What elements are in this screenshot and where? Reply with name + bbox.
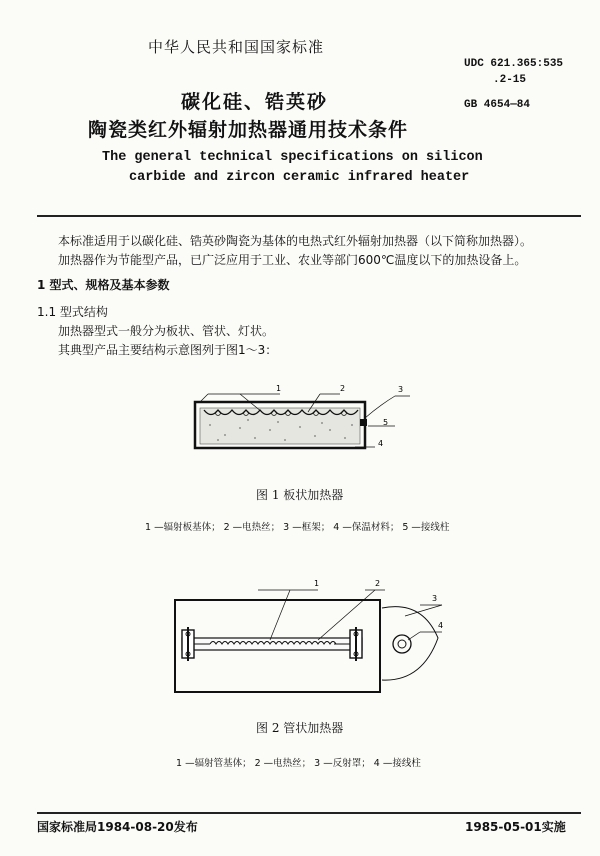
issue-date: 国家标准局1984-08-20发布 xyxy=(37,820,198,834)
title-cn-line1: 碳化硅、锆英砂 xyxy=(181,91,329,113)
type-paragraph: 加热器型式一般分为板状、管状、灯状。 xyxy=(58,324,275,338)
title-cn-line2: 陶瓷类红外辐射加热器通用技术条件 xyxy=(88,119,409,141)
title-en-line1: The general technical specifications on silicon xyxy=(102,150,483,165)
figure1-label-1: 1 xyxy=(276,384,282,393)
figure2-label-3: 3 xyxy=(432,594,438,603)
figure2-legend: 1 —辐射管基体； 2 —电热丝； 3 —反射罩； 4 —接线柱 xyxy=(176,758,421,769)
figure2-label-2: 2 xyxy=(375,579,381,588)
effective-date: 1985-05-01实施 xyxy=(465,820,566,834)
figure1-label-4: 4 xyxy=(378,439,384,448)
figure1-label-3: 3 xyxy=(398,385,404,394)
figure2-label-1: 1 xyxy=(314,579,320,588)
intro-paragraph-line2: 加热器作为节能型产品，已广泛应用于工业、农业等部门600℃温度以下的加热设备上。 xyxy=(58,253,527,267)
standard-org-heading: 中华人民共和国国家标准 xyxy=(148,38,325,56)
intro-paragraph-line1: 本标准适用于以碳化硅、锆英砂陶瓷为基体的电热式红外辐射加热器（以下简称加热器）。 xyxy=(58,234,533,248)
figure1-label-5: 5 xyxy=(383,418,389,427)
figure1-legend: 1 —辐射板基体； 2 —电热丝； 3 —框架； 4 —保温材料； 5 —接线柱 xyxy=(145,522,450,533)
figure-reference-paragraph: 其典型产品主要结构示意图列于图1～3： xyxy=(58,343,278,357)
footer-divider xyxy=(37,812,581,814)
figure2-tube-heater-diagram xyxy=(170,570,460,700)
header-divider xyxy=(37,215,581,217)
figure1-label-2: 2 xyxy=(340,384,346,393)
title-en-line2: carbide and zircon ceramic infrared heater xyxy=(129,170,470,185)
section-1-heading: 1 型式、规格及基本参数 xyxy=(37,278,170,292)
gb-number: GB 4654—84 xyxy=(464,99,531,111)
figure2-label-4: 4 xyxy=(438,621,444,630)
udc-code: UDC 621.365:535 xyxy=(464,58,564,70)
figure1-caption: 图 1 板状加热器 xyxy=(256,488,344,502)
section-1-1-heading: 1.1 型式结构 xyxy=(37,305,108,319)
figure2-caption: 图 2 管状加热器 xyxy=(256,721,344,735)
figure1-plate-heater-diagram xyxy=(180,380,420,470)
udc-code-continuation: .2-15 xyxy=(493,74,527,86)
